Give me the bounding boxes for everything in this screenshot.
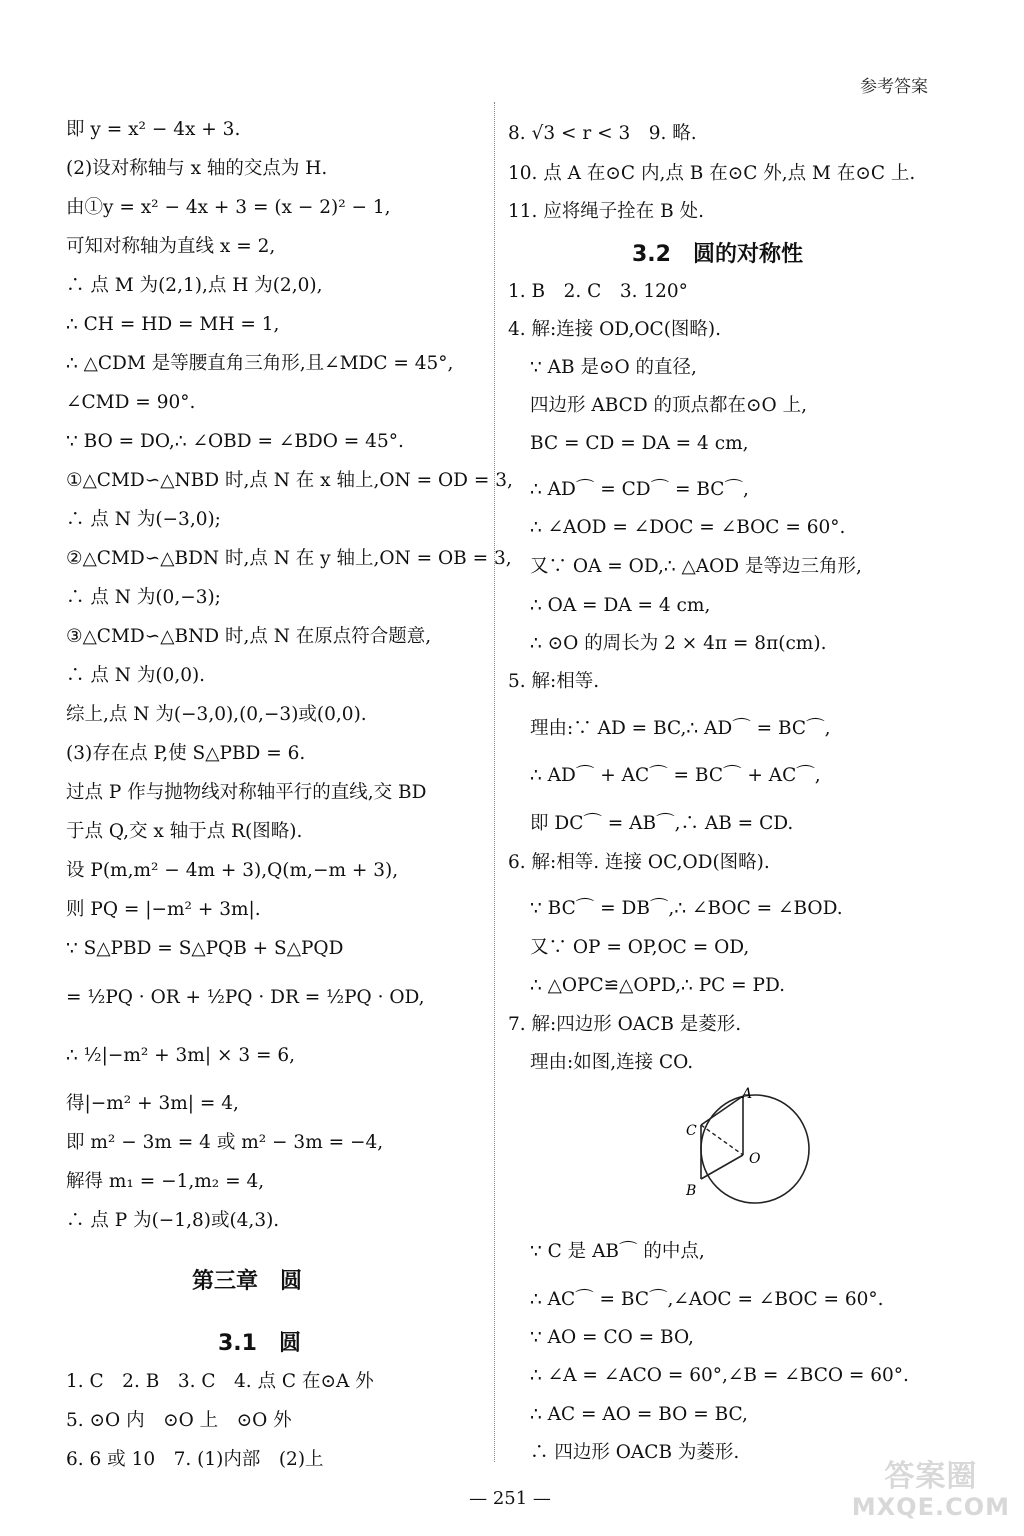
text-line: 即 DC⌒ = AB⌒,∴ AB = CD. — [530, 813, 794, 834]
text-line: (3)存在点 P,使 S△PBD = 6. — [66, 743, 306, 764]
text-line: 理由:∵ AD = BC,∴ AD⌒ = BC⌒, — [530, 718, 831, 739]
text-line: 则 PQ = |−m² + 3m|. — [66, 899, 261, 920]
text-line: ∵ C 是 AB⌒ 的中点, — [530, 1241, 705, 1262]
text-line: = ½PQ · OR + ½PQ · DR = ½PQ · OD, — [66, 987, 425, 1008]
text-line: 5. 解:相等. — [508, 671, 600, 692]
text-line: ∴ △CDM 是等腰直角三角形,且∠MDC = 45°, — [66, 353, 454, 374]
text-line: 5. ⊙O 内 ⊙O 上 ⊙O 外 — [66, 1410, 292, 1431]
text-line: 6. 6 或 10 7. (1)内部 (2)上 — [66, 1449, 324, 1470]
text-line: 6. 解:相等. 连接 OC,OD(图略). — [508, 852, 770, 873]
text-line: 即 m² − 3m = 4 或 m² − 3m = −4, — [66, 1132, 384, 1153]
text-line: 设 P(m,m² − 4m + 3),Q(m,−m + 3), — [66, 860, 399, 881]
text-line: 8. √3 < r < 3 9. 略. — [508, 123, 697, 144]
text-line: ∴ ⊙O 的周长为 2 × 4π = 8π(cm). — [530, 633, 827, 654]
text-line: ∴ AD⌒ = CD⌒ = BC⌒, — [530, 479, 749, 500]
segment-CO — [701, 1125, 743, 1155]
text-line: 理由:如图,连接 CO. — [530, 1052, 694, 1073]
text-line: ③△CMD∽△BND 时,点 N 在原点符合题意, — [66, 626, 432, 647]
text-line: ∴ ½|−m² + 3m| × 3 = 6, — [66, 1045, 296, 1066]
text-line: 四边形 ABCD 的顶点都在⊙O 上, — [530, 395, 807, 416]
text-line: ∴ AC⌒ = BC⌒,∠AOC = ∠BOC = 60°. — [530, 1289, 884, 1310]
text-line: 综上,点 N 为(−3,0),(0,−3)或(0,0). — [66, 704, 367, 725]
column-divider — [494, 102, 495, 1462]
text-line: ∴ ∠AOD = ∠DOC = ∠BOC = 60°. — [530, 517, 846, 538]
text-line: ∠CMD = 90°. — [66, 392, 196, 413]
text-line: ∴ 四边形 OACB 为菱形. — [530, 1442, 740, 1463]
text-line: 1. B 2. C 3. 120° — [508, 281, 688, 302]
segment-AC — [701, 1096, 743, 1125]
text-line: 4. 解:连接 OD,OC(图略). — [508, 319, 722, 340]
text-line: 又∵ OP = OP,OC = OD, — [530, 937, 750, 958]
text-line: 即 y = x² − 4x + 3. — [66, 119, 241, 140]
segment-BO — [701, 1155, 743, 1179]
text-line: ②△CMD∽△BDN 时,点 N 在 y 轴上,ON = OB = 3, — [66, 548, 512, 569]
text-line: ∵ AO = CO = BO, — [530, 1327, 694, 1348]
text-line: ∴ AC = AO = BO = BC, — [530, 1404, 748, 1425]
text-line: 过点 P 作与抛物线对称轴平行的直线,交 BD — [66, 782, 427, 803]
label-O: O — [749, 1151, 761, 1167]
text-line: ①△CMD∽△NBD 时,点 N 在 x 轴上,ON = OD = 3, — [66, 470, 513, 491]
text-line: ∵ S△PBD = S△PQB + S△PQD — [66, 938, 344, 959]
text-line: ∴ 点 N 为(0,0). — [66, 665, 206, 686]
text-line: 7. 解:四边形 OACB 是菱形. — [508, 1014, 742, 1035]
text-line: ∵ BO = DO,∴ ∠OBD = ∠BDO = 45°. — [66, 431, 404, 452]
circle-figure — [683, 1087, 823, 1212]
text-line: ∴ 点 P 为(−1,8)或(4,3). — [66, 1210, 280, 1231]
text-line: 解得 m₁ = −1,m₂ = 4, — [66, 1171, 265, 1192]
text-line: 10. 点 A 在⊙C 内,点 B 在⊙C 外,点 M 在⊙C 上. — [508, 163, 916, 184]
text-line: 得|−m² + 3m| = 4, — [66, 1093, 239, 1114]
page-number: — 251 — — [469, 1488, 551, 1509]
text-line: (2)设对称轴与 x 轴的交点为 H. — [66, 158, 328, 179]
text-line: ∴ OA = DA = 4 cm, — [530, 595, 711, 616]
label-C: C — [686, 1123, 697, 1139]
circle-outline — [701, 1095, 809, 1203]
text-line: ∴ AD⌒ + AC⌒ = BC⌒ + AC⌒, — [530, 765, 821, 786]
text-line: ∴ 点 M 为(2,1),点 H 为(2,0), — [66, 275, 323, 296]
text-line: 由①y = x² − 4x + 3 = (x − 2)² − 1, — [66, 197, 391, 218]
text-line: 1. C 2. B 3. C 4. 点 C 在⊙A 外 — [66, 1371, 374, 1392]
watermark-bottom: MXQE.COM — [851, 1493, 1010, 1521]
watermark-top: 答案圈 — [884, 1459, 978, 1494]
text-line: 于点 Q,交 x 轴于点 R(图略). — [66, 821, 303, 842]
text-line: BC = CD = DA = 4 cm, — [530, 433, 749, 454]
label-B: B — [686, 1183, 697, 1199]
text-line: 可知对称轴为直线 x = 2, — [66, 236, 276, 257]
text-line: ∴ ∠A = ∠ACO = 60°,∠B = ∠BCO = 60°. — [530, 1365, 909, 1386]
text-line: 又∵ OA = OD,∴ △AOD 是等边三角形, — [530, 556, 862, 577]
text-line: ∴ 点 N 为(−3,0); — [66, 509, 221, 530]
header-label: 参考答案 — [860, 77, 928, 97]
section-title-3-2: 3.2 圆的对称性 — [632, 242, 803, 267]
text-line: ∵ AB 是⊙O 的直径, — [530, 357, 697, 378]
text-line: 11. 应将绳子拴在 B 处. — [508, 201, 705, 222]
text-line: ∴ △OPC≌△OPD,∴ PC = PD. — [530, 975, 786, 996]
text-line: ∴ CH = HD = MH = 1, — [66, 314, 280, 335]
label-A: A — [742, 1087, 753, 1102]
text-line: ∴ 点 N 为(0,−3); — [66, 587, 221, 608]
text-line: ∵ BC⌒ = DB⌒,∴ ∠BOC = ∠BOD. — [530, 898, 843, 919]
chapter-title: 第三章 圆 — [192, 1269, 303, 1294]
watermark-logo — [851, 1459, 1010, 1522]
section-title-3-1: 3.1 圆 — [218, 1331, 301, 1356]
